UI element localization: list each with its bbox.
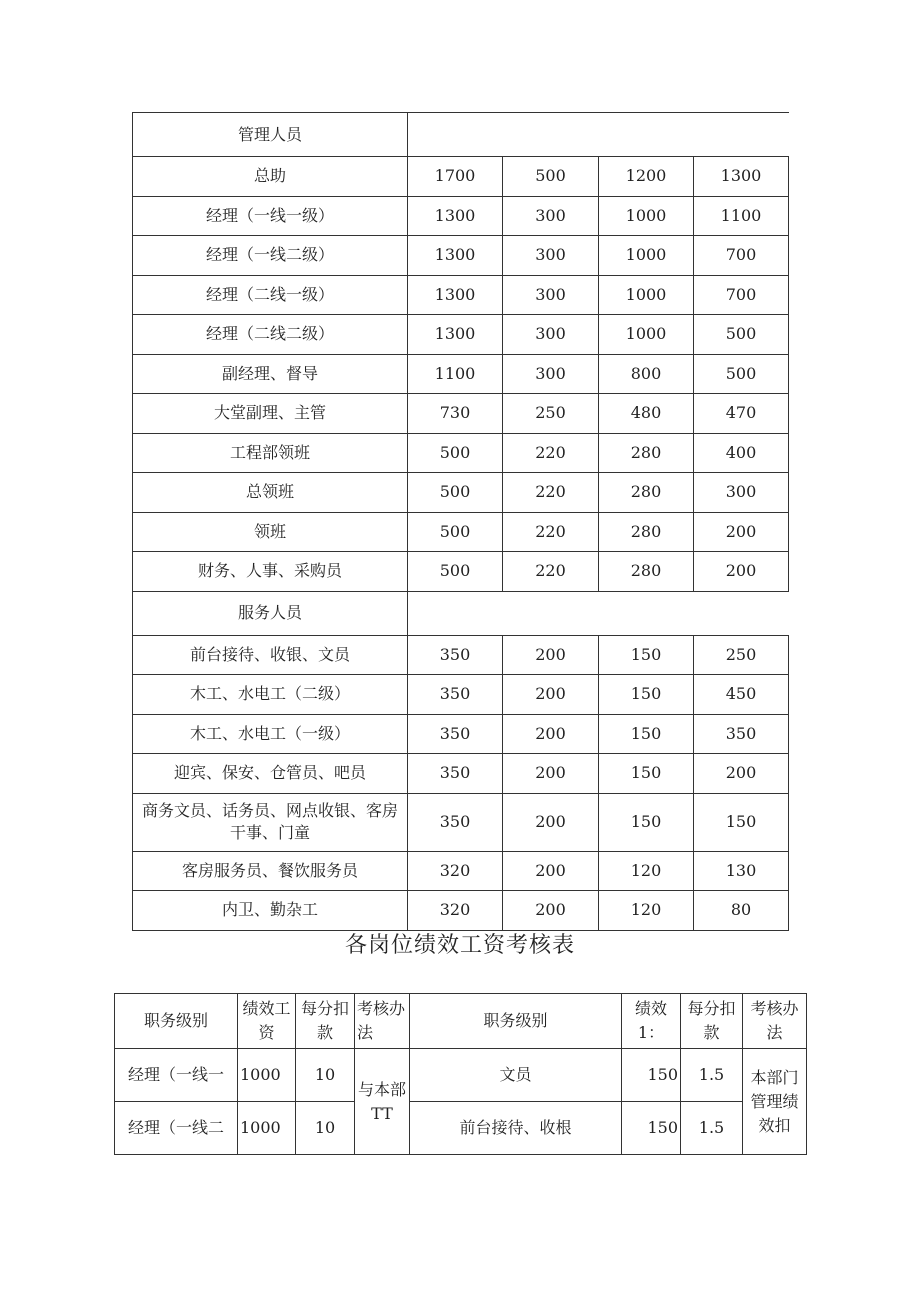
assessment-row — [115, 1049, 807, 1102]
salary-cell: 1000 — [238, 1049, 296, 1102]
value-cell: 150 — [599, 754, 694, 794]
method-cell: 本部门管理绩效扣 — [743, 1049, 807, 1155]
value-cell: 1000 — [599, 315, 694, 355]
value-cell: 200 — [503, 675, 599, 715]
section-header: 服务人员 — [133, 591, 408, 635]
header-cell: 考核办法 — [743, 994, 807, 1049]
table-row — [133, 512, 789, 552]
table-row — [133, 675, 789, 715]
value-cell: 1300 — [694, 157, 789, 197]
value-cell: 200 — [503, 891, 599, 931]
value-cell: 500 — [503, 157, 599, 197]
value-cell: 1300 — [408, 236, 503, 276]
value-cell: 200 — [694, 754, 789, 794]
header-cell: 职务级别 — [115, 994, 238, 1049]
value-cell: 350 — [408, 793, 503, 851]
table-row — [133, 754, 789, 794]
value-cell: 150 — [694, 793, 789, 851]
salary-cell: 150 — [622, 1049, 681, 1102]
value-cell: 150 — [599, 635, 694, 675]
page-title: 各岗位绩效工资考核表 — [344, 933, 575, 958]
role-cell: 领班 — [133, 512, 408, 552]
value-cell: 220 — [503, 552, 599, 592]
section-header-row — [133, 591, 789, 635]
value-cell: 220 — [503, 512, 599, 552]
value-cell: 1300 — [408, 315, 503, 355]
value-cell: 280 — [599, 473, 694, 513]
value-cell: 120 — [599, 851, 694, 891]
role-cell: 商务文员、话务员、网点收银、客房干事、门童 — [133, 793, 408, 851]
value-cell: 1200 — [599, 157, 694, 197]
assessment-row — [115, 1102, 807, 1155]
value-cell: 300 — [503, 354, 599, 394]
value-cell: 300 — [503, 275, 599, 315]
value-cell: 200 — [503, 754, 599, 794]
value-cell: 480 — [599, 394, 694, 434]
value-cell: 1100 — [408, 354, 503, 394]
header-cell: 考核办法 — [355, 994, 410, 1049]
role-cell: 工程部领班 — [133, 433, 408, 473]
table-row — [133, 394, 789, 434]
role-cell: 经理（二线二级） — [133, 315, 408, 355]
role-cell: 前台接待、收银、文员 — [133, 635, 408, 675]
value-cell: 700 — [694, 236, 789, 276]
role-cell: 经理（一线一 — [115, 1049, 238, 1102]
value-cell: 500 — [694, 315, 789, 355]
value-cell: 400 — [694, 433, 789, 473]
value-cell: 350 — [408, 714, 503, 754]
role-cell: 客房服务员、餐饮服务员 — [133, 851, 408, 891]
value-cell: 500 — [408, 473, 503, 513]
value-cell: 700 — [694, 275, 789, 315]
salary-table — [132, 112, 789, 931]
value-cell: 320 — [408, 891, 503, 931]
role-cell: 财务、人事、采购员 — [133, 552, 408, 592]
table-row — [133, 714, 789, 754]
role-cell: 经理（二线一级） — [133, 275, 408, 315]
value-cell: 800 — [599, 354, 694, 394]
value-cell: 250 — [694, 635, 789, 675]
assessment-table — [114, 993, 807, 1155]
value-cell: 350 — [408, 635, 503, 675]
role-cell: 文员 — [410, 1049, 622, 1102]
value-cell: 1300 — [408, 275, 503, 315]
table-row — [133, 157, 789, 197]
value-cell: 130 — [694, 851, 789, 891]
method-cell: 与本部TT — [355, 1049, 410, 1155]
table-row — [133, 354, 789, 394]
section-header-row — [133, 113, 789, 157]
value-cell: 350 — [408, 675, 503, 715]
role-cell: 经理（一线一级） — [133, 196, 408, 236]
value-cell: 1000 — [599, 275, 694, 315]
value-cell: 1000 — [599, 196, 694, 236]
value-cell: 200 — [694, 512, 789, 552]
value-cell: 200 — [503, 635, 599, 675]
table-row — [133, 473, 789, 513]
table-row — [133, 552, 789, 592]
header-cell: 职务级别 — [410, 994, 622, 1049]
value-cell: 280 — [599, 433, 694, 473]
table-row — [133, 891, 789, 931]
role-cell: 经理（一线二级） — [133, 236, 408, 276]
value-cell: 500 — [408, 433, 503, 473]
table-row — [133, 275, 789, 315]
role-cell: 前台接待、收根 — [410, 1102, 622, 1155]
value-cell: 220 — [503, 433, 599, 473]
deduct-cell: 1.5 — [681, 1102, 743, 1155]
value-cell: 220 — [503, 473, 599, 513]
header-cell: 每分扣款 — [296, 994, 355, 1049]
role-cell: 大堂副理、主管 — [133, 394, 408, 434]
value-cell: 1100 — [694, 196, 789, 236]
value-cell: 350 — [408, 754, 503, 794]
header-cell: 每分扣款 — [681, 994, 743, 1049]
value-cell: 120 — [599, 891, 694, 931]
value-cell: 200 — [694, 552, 789, 592]
salary-cell: 1000 — [238, 1102, 296, 1155]
value-cell: 150 — [599, 793, 694, 851]
table-row — [133, 315, 789, 355]
header-cell: 绩效1： — [622, 994, 681, 1049]
value-cell: 200 — [503, 714, 599, 754]
value-cell: 300 — [503, 315, 599, 355]
salary-cell: 150 — [622, 1102, 681, 1155]
deduct-cell: 1.5 — [681, 1049, 743, 1102]
value-cell: 450 — [694, 675, 789, 715]
value-cell: 500 — [694, 354, 789, 394]
header-cell: 绩效工资 — [238, 994, 296, 1049]
deduct-cell: 10 — [296, 1049, 355, 1102]
value-cell: 730 — [408, 394, 503, 434]
table-row — [133, 236, 789, 276]
section-header: 管理人员 — [133, 113, 408, 157]
value-cell: 150 — [599, 675, 694, 715]
assessment-header-row — [115, 994, 807, 1049]
role-cell: 经理（一线二 — [115, 1102, 238, 1155]
role-cell: 总助 — [133, 157, 408, 197]
salary-table-body — [133, 113, 789, 931]
role-cell: 木工、水电工（二级） — [133, 675, 408, 715]
value-cell: 80 — [694, 891, 789, 931]
deduct-cell: 10 — [296, 1102, 355, 1155]
value-cell: 280 — [599, 512, 694, 552]
value-cell: 300 — [694, 473, 789, 513]
role-cell: 总领班 — [133, 473, 408, 513]
value-cell: 300 — [503, 196, 599, 236]
table-row — [133, 793, 789, 851]
value-cell: 500 — [408, 512, 503, 552]
value-cell: 350 — [694, 714, 789, 754]
table-row — [133, 851, 789, 891]
role-cell: 内卫、勤杂工 — [133, 891, 408, 931]
value-cell: 150 — [599, 714, 694, 754]
value-cell: 250 — [503, 394, 599, 434]
role-cell: 副经理、督导 — [133, 354, 408, 394]
value-cell: 280 — [599, 552, 694, 592]
blank-cell — [408, 113, 789, 157]
value-cell: 470 — [694, 394, 789, 434]
value-cell: 200 — [503, 851, 599, 891]
table-row — [133, 433, 789, 473]
value-cell: 300 — [503, 236, 599, 276]
blank-cell — [408, 591, 789, 635]
value-cell: 500 — [408, 552, 503, 592]
value-cell: 1700 — [408, 157, 503, 197]
value-cell: 1300 — [408, 196, 503, 236]
value-cell: 200 — [503, 793, 599, 851]
table-row — [133, 635, 789, 675]
role-cell: 迎宾、保安、仓管员、吧员 — [133, 754, 408, 794]
value-cell: 1000 — [599, 236, 694, 276]
role-cell: 木工、水电工（一级） — [133, 714, 408, 754]
value-cell: 320 — [408, 851, 503, 891]
table-row — [133, 196, 789, 236]
